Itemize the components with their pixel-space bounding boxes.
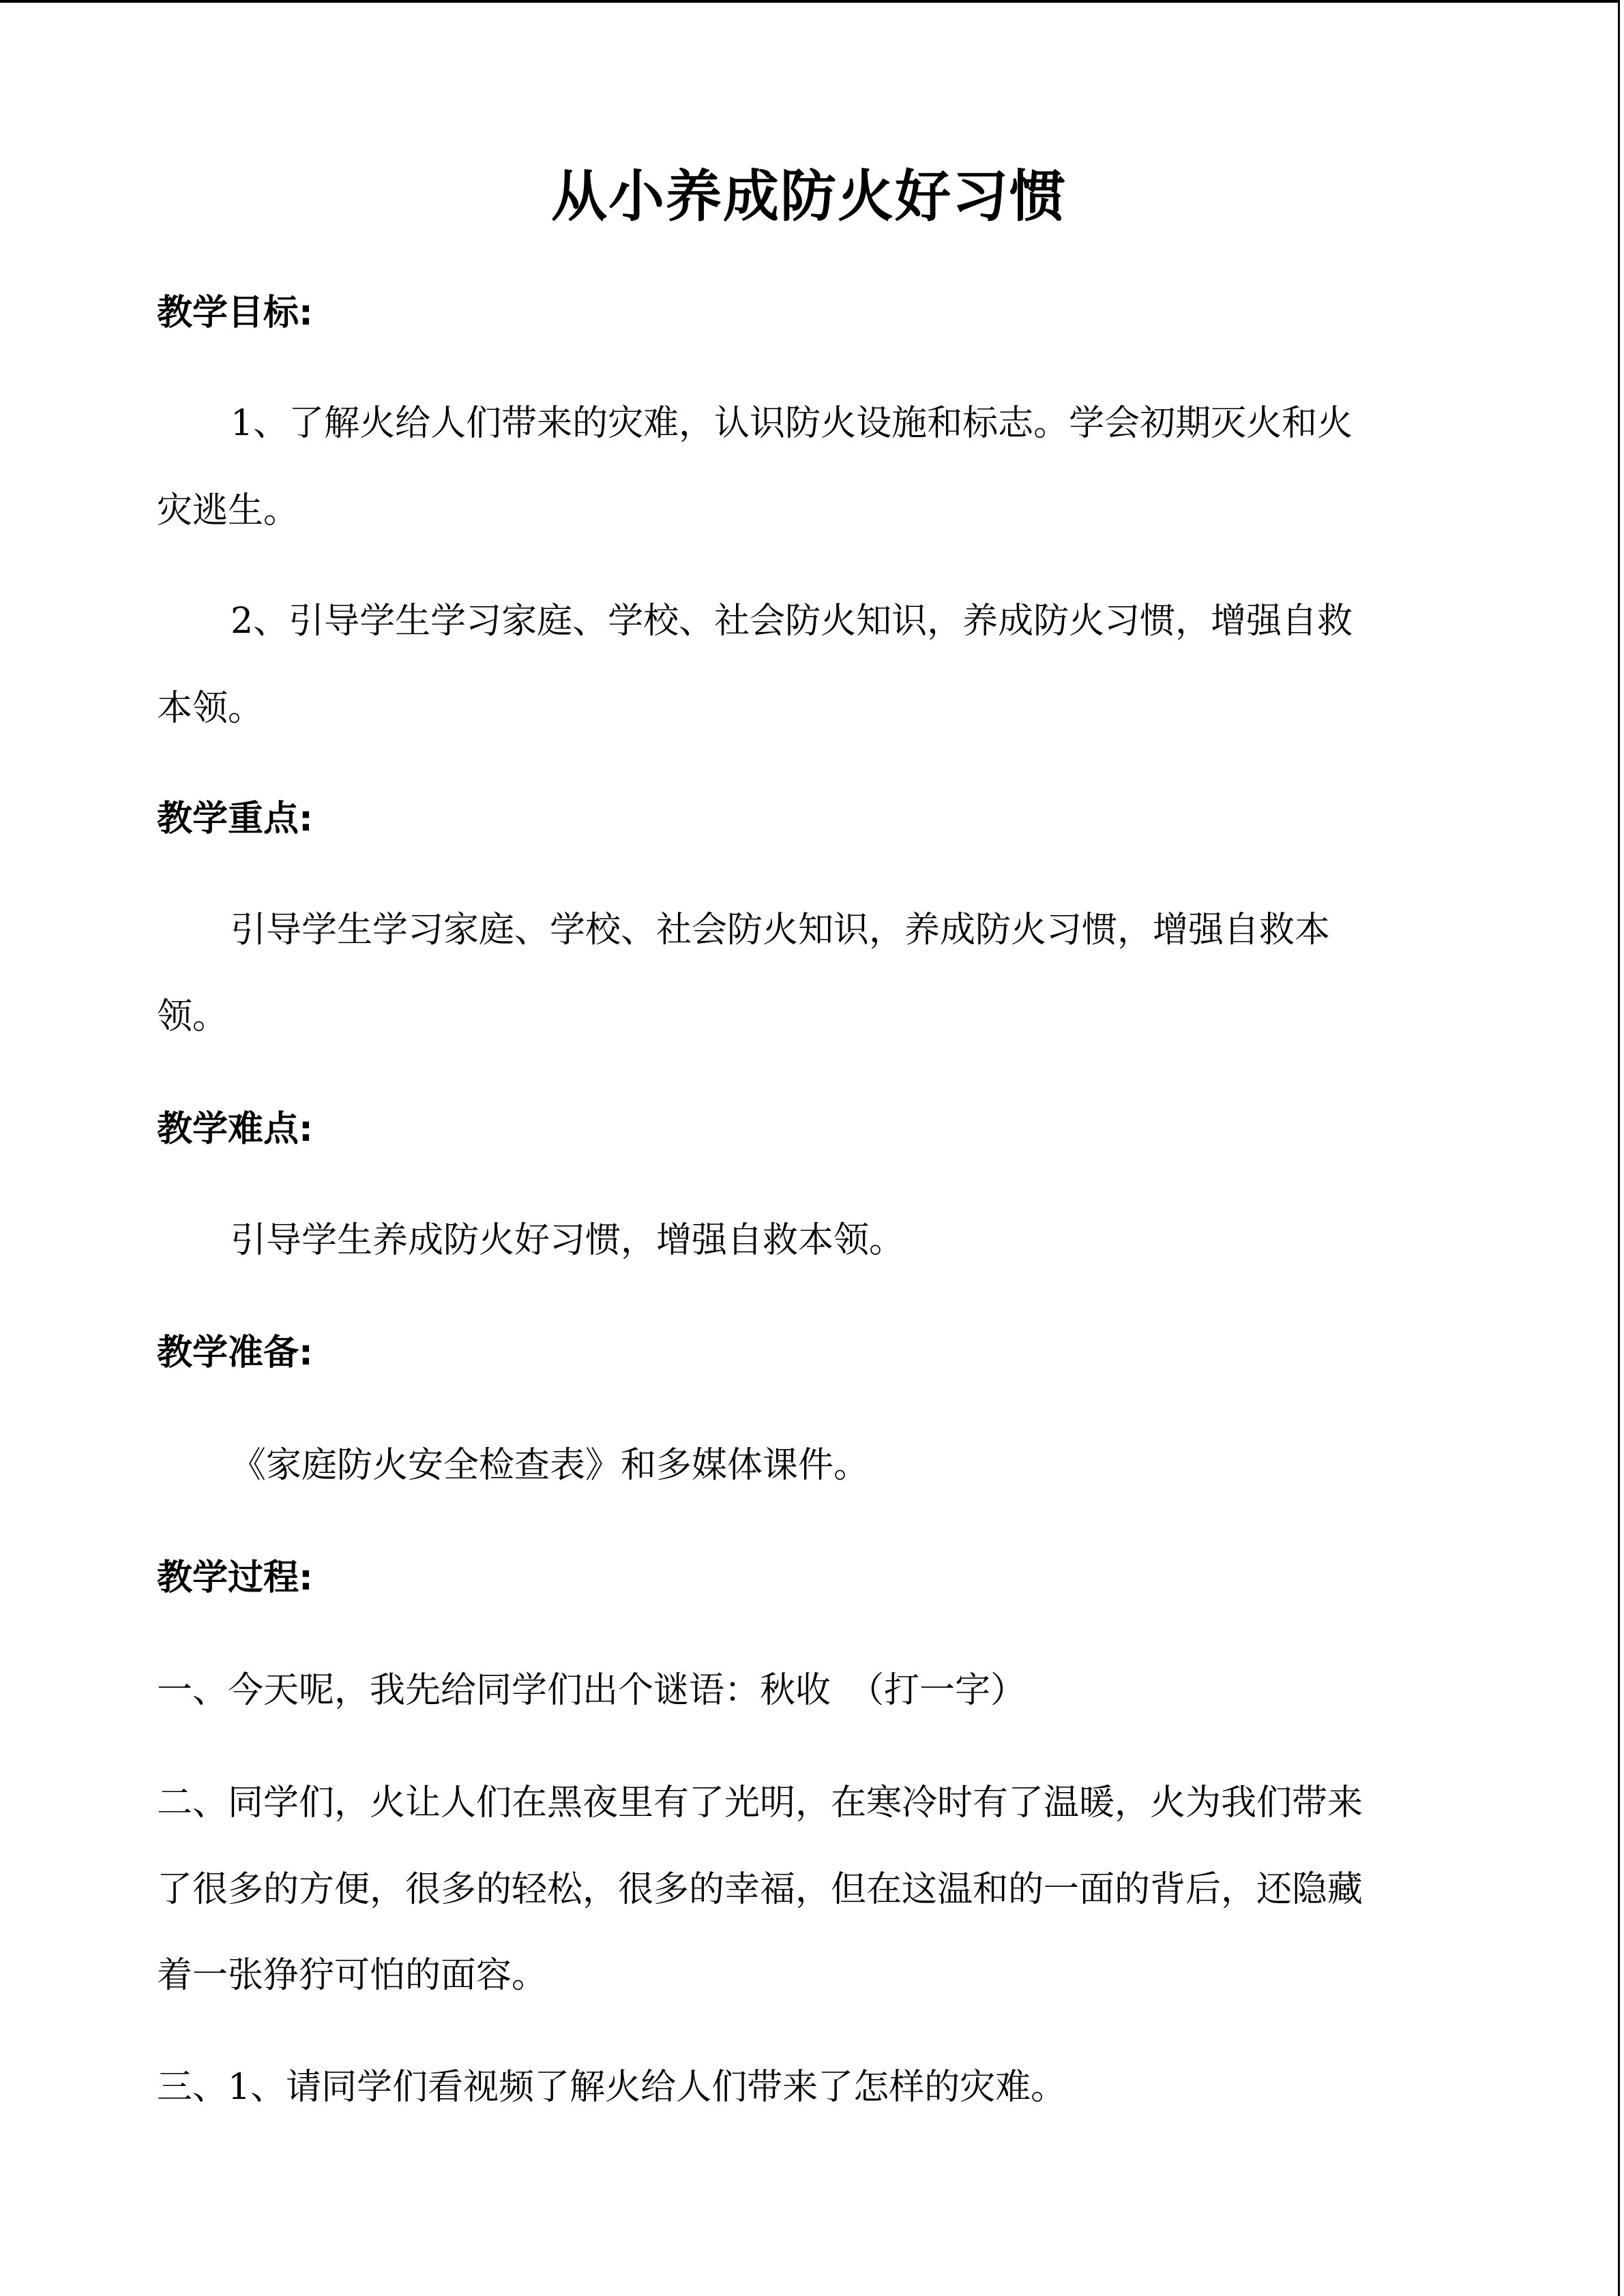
difficulties-line-1: 引导学生养成防火好习惯，增强自救本领。 <box>231 1220 905 1261</box>
process-step-2-line-2: 了很多的方便，很多的轻松，很多的幸福，但在这温和的一面的背后，还隐藏 <box>157 1869 1363 1910</box>
objective-2-line-2: 本领。 <box>157 688 264 729</box>
preparation-heading: 教学准备: <box>157 1332 313 1373</box>
objectives-heading: 教学目标: <box>157 293 313 333</box>
objective-1-line-1: 1、了解火给人们带来的灾难，认识防火设施和标志。学会初期灭火和火 <box>231 403 1353 444</box>
key-points-heading: 教学重点: <box>157 799 313 839</box>
difficulties-heading: 教学难点: <box>157 1109 313 1150</box>
document-title: 从小养成防火好习惯 <box>550 164 1067 229</box>
process-step-3-line-1: 三、1、请同学们看视频了解火给人们带来了怎样的灾难。 <box>157 2067 1067 2108</box>
process-step-1-line-1: 一、今天呢，我先给同学们出个谜语：秋收 （打一字） <box>157 1670 1027 1711</box>
key-points-line-2: 领。 <box>157 996 228 1037</box>
preparation-line-1: 《家庭防火安全检查表》和多媒体课件。 <box>231 1445 870 1486</box>
process-heading: 教学过程: <box>157 1557 313 1598</box>
objective-2-line-1: 2、引导学生学习家庭、学校、社会防火知识，养成防火习惯，增强自救 <box>231 601 1353 642</box>
objective-1-line-2: 灾逃生。 <box>157 490 299 531</box>
process-step-2-line-1: 二、同学们，火让人们在黑夜里有了光明，在寒冷时有了温暖，火为我们带来 <box>157 1783 1363 1823</box>
key-points-line-1: 引导学生学习家庭、学校、社会防火知识，养成防火习惯，增强自救本 <box>231 910 1331 951</box>
process-step-2-line-3: 着一张狰狞可怕的面容。 <box>157 1955 548 1996</box>
